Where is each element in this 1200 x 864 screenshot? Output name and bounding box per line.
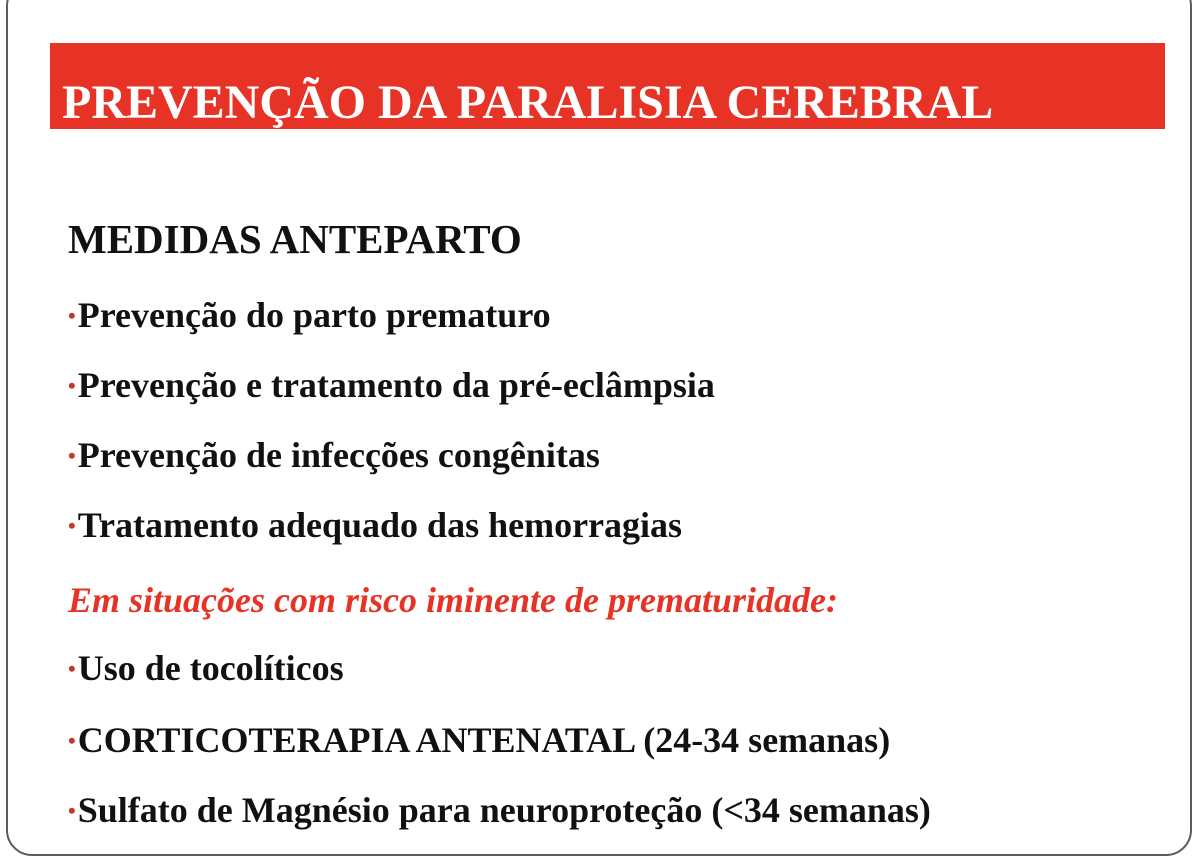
bullet-item (68, 650, 344, 686)
bullet-dot: • (68, 302, 76, 328)
bullet-text: Prevenção do parto prematuro (77, 295, 551, 335)
bullet-text: Sulfato de Magnésio para neuroproteção (<34 semanas) (77, 790, 931, 830)
bullet-item (68, 722, 890, 758)
bullet-text: CORTICOTERAPIA ANTENATAL (24-34 semanas) (77, 720, 891, 760)
emphasis-line: Em situações com risco iminente de prematuridade: (68, 580, 838, 620)
title-bar (50, 43, 1165, 129)
bullet-text: Prevenção de infecções congênitas (77, 435, 600, 475)
bullet-item (68, 367, 715, 403)
bullet-item (68, 437, 600, 473)
slide-title: PREVENÇÃO DA PARALISIA CEREBRAL (62, 76, 994, 129)
bullet-text: Uso de tocolíticos (77, 648, 344, 688)
bullet-dot: • (68, 655, 76, 681)
bullet-dot: • (68, 512, 76, 538)
bullet-text: Tratamento adequado das hemorragias (77, 505, 683, 545)
bullet-dot: • (68, 372, 76, 398)
bullet-item (68, 792, 931, 828)
bullet-item (68, 507, 682, 543)
bullet-dot: • (68, 797, 76, 823)
bullet-item (68, 297, 551, 333)
bullet-dot: • (68, 442, 76, 468)
bullet-text: Prevenção e tratamento da pré-eclâmpsia (77, 365, 715, 405)
section-heading: MEDIDAS ANTEPARTO (68, 216, 522, 262)
bullet-dot: • (68, 727, 76, 753)
